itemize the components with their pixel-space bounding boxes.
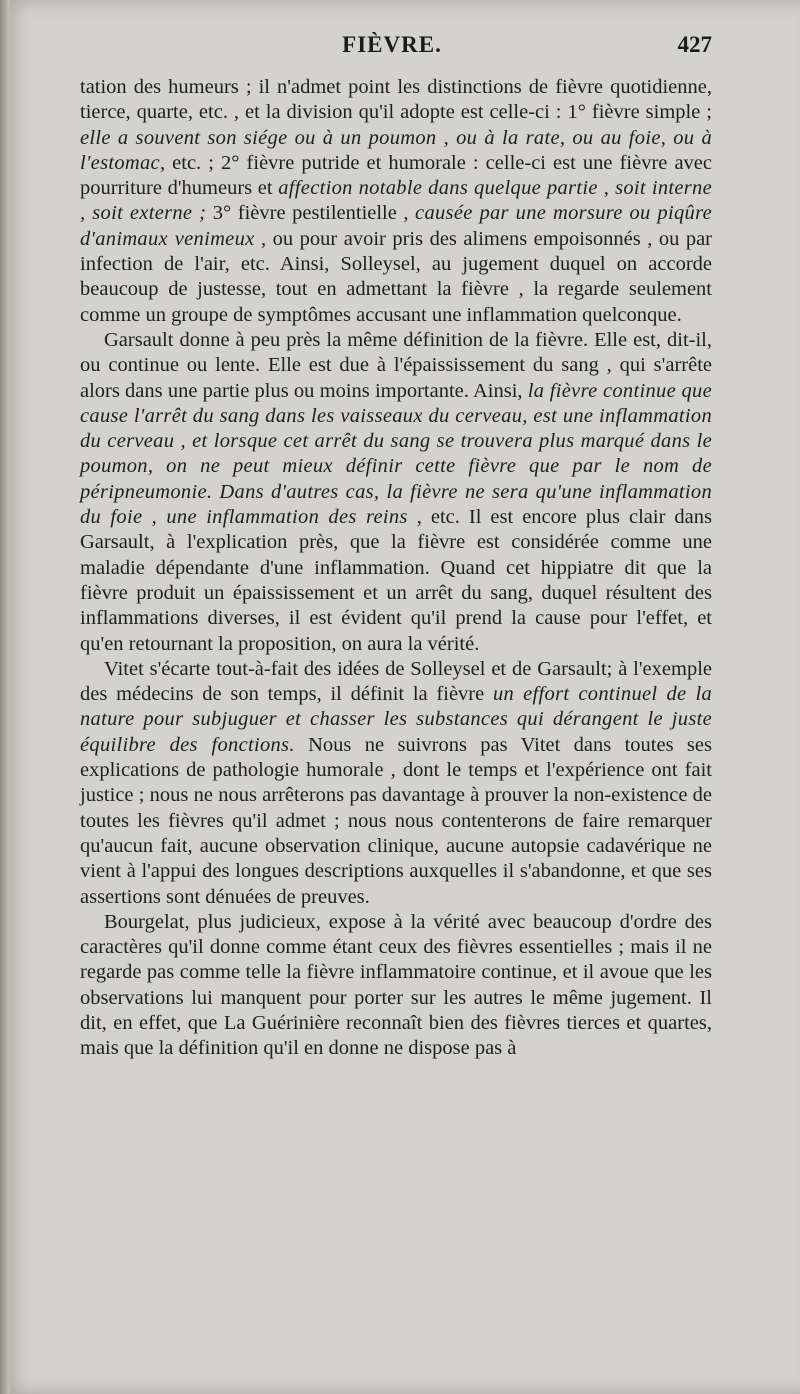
page-gutter-shadow (0, 0, 10, 1394)
text-run: Vitet s'écarte tout-à-fait des idées de Solleysel et de Garsault; à l'exemple des médecins de son temps, il définit la fièvre (80, 657, 712, 706)
body-text (80, 75, 712, 1062)
paragraph-humoral-fevers (80, 75, 712, 328)
text-run: , etc. Il est encore plus clair dans Garsault, à l'explication près, que la fièvre est considérée comme une maladie dépendante d'une inflammation. Quand cet hippiatre dit que la fièvre produit un épaississement et un arrêt du sang, duquel résultent des inflammations diverses, il est évident qu'il prend la cause pour l'effet, et qu'en retournant la proposition, on aura la vérité. (80, 506, 712, 655)
italic-run: elle a souvent son siége ou à un poumon , ou à la rate, ou au foie, ou à l'estomac (80, 126, 712, 174)
text-run: Nous ne suivrons pas Vitet dans toutes ses explications de pathologie humorale , dont le temps et l'expérience ont fait justice ; nous ne nous arrêterons pas davantage à prouver la non-existence de toutes les fièvres qu'il admet ; nous nous contenterons de faire remarquer qu'aucun fait, aucune observation clinique, aucune autopsie cadavérique ne vient à l'appui des longues descriptions auxquelles il s'abandonne, et que ses assertions sont dénuées de preuves. (80, 733, 712, 908)
italic-run: la fièvre continue que cause l'arrêt du sang dans les vaisseaux du cerveau, est une inflammation du cerveau , et lorsque cet arrêt du sang se trouvera plus marqué dans le poumon, on ne peut mieux définir cette fièvre que par le nom de péripneumonie. Dans d'autres cas, la fièvre ne sera qu'une inflammation du foie , une inflammation des reins (80, 379, 712, 529)
text-run: Garsault donne à peu près la même définition de la fièvre. Elle est, dit-il, ou continue ou lente. Elle est due à l'épaississement du sang , qui s'arrête alors dans une partie plus ou moins importante. Ainsi, (80, 328, 712, 402)
text-run: , ou pour avoir pris des alimens empoisonnés , ou par infection de l'air, etc. Ainsi, Solleysel, au jugement duquel on accorde beaucoup de justesse, tout en admettant la fièvre , la regarde seulement comme un groupe de symptômes accusant une inflammation quelconque. (80, 227, 712, 326)
italic-run: un effort continuel de la nature pour subjuguer et chasser les substances qui dérangent le juste équilibre des fonctions. (80, 683, 713, 756)
italic-run: affection notable dans quelque partie , soit interne , soit externe ; (80, 177, 712, 225)
paragraph-vitet (80, 657, 712, 910)
paragraph-bourgelat (80, 910, 712, 1062)
text-run: Bourgelat, plus judicieux, expose à la vérité avec beaucoup d'ordre des caractères qu'il donne comme étant ceux des fièvres essentielles ; mais il ne regarde pas comme telle la fièvre inflammatoire continue, et il avoue que les observations lui manquent pour porter sur les autres le même jugement. Il dit, en effet, que La Guérinière reconnaît bien des fièvres tierces et quartes, mais que la définition qu'il en donne ne dispose pas à (80, 910, 712, 1060)
page-header (72, 32, 712, 66)
italic-run: causée par une morsure ou piqûre d'animaux venimeux (80, 202, 712, 250)
page-number: 427 (677, 32, 712, 57)
text-run: 3° fièvre pestilentielle , (206, 202, 416, 225)
text-run: tation des humeurs ; il n'admet point les distinctions de fièvre quotidienne, tierce, quarte, etc. , et la division qu'il adopte est celle-ci : 1° fièvre simple ; (80, 76, 712, 124)
text-run: , etc. ; 2° fièvre putride et humorale : celle-ci est une fièvre avec pourriture d'humeurs et (80, 151, 712, 200)
running-title: FIÈVRE. (342, 32, 442, 57)
paragraph-garsault (80, 328, 712, 657)
